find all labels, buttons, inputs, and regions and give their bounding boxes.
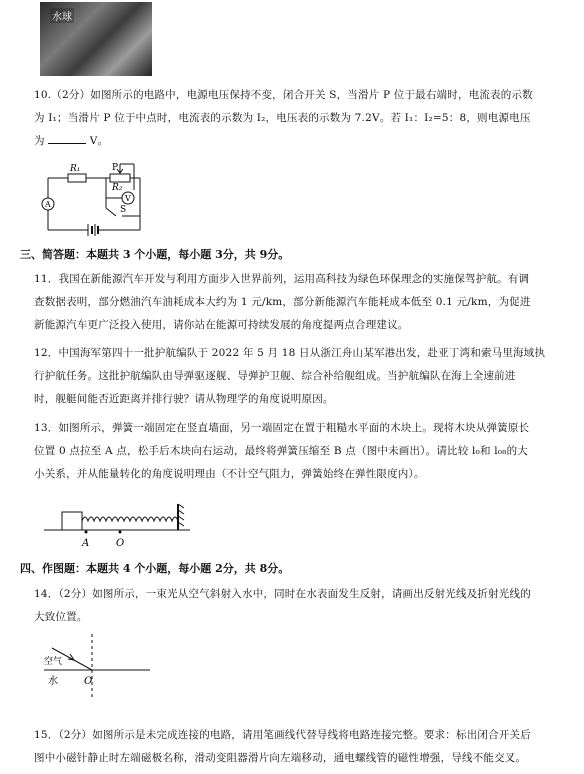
- label-r1: R₁: [70, 164, 81, 174]
- photo-label: 水球: [50, 8, 74, 23]
- q13-line3: 小关系，并从能量转化的角度说明理由（不计空气阻力，弹簧始终在弹性限度内）。: [34, 468, 425, 480]
- q14-light-diagram: [40, 630, 160, 700]
- q11-line1: 11．我国在新能源汽车开发与利用方面步入世界前列，运用高科技为绿色环保理念的实施保驾护航。有调: [34, 273, 530, 285]
- label-a: A: [82, 538, 90, 549]
- answer-blank: [48, 132, 86, 144]
- label-air: 空气: [44, 657, 63, 667]
- q10-line1: 10.（2分）如图所示的电路中，电源电压保持不变，闭合开关 S，当滑片 P 位于最右端时，电流表的示数: [34, 89, 533, 101]
- q10-line2: 为 I₁；当滑片 P 位于中点时，电流表的示数为 I₂，电压表的示数为 7.2V。若 I₁：I₂=5：8，则电源电压: [34, 112, 531, 124]
- section3-title: 三、简答题：本题共 3 个小题，每小题 3分，共 9分。: [20, 248, 290, 261]
- q12-line3: 时，舰艇间能否近距离并排行驶？请从物理学的角度说明原因。: [34, 393, 334, 405]
- q10-line3: 为 V。: [34, 130, 556, 152]
- q12-line2: 行护航任务。这批护航编队由导弹驱逐舰、导弹护卫舰、综合补给舰组成。当护航编队在海上全速前进: [34, 370, 516, 382]
- q15-line1: 15．（2分）如图所示是未完成连接的电路，请用笔画线代替导线将电路连接完整。要求：标出闭合开关后: [34, 729, 531, 741]
- section4-title: 四、作图题：本题共 4 个小题，每小题 2分，共 8分。: [20, 562, 290, 575]
- q13-line1: 13．如图所示，弹簧一端固定在竖直墙面，另一端固定在置于粗糙水平面的木块上。现将木块从弹簧原长: [34, 422, 530, 434]
- q14-line1: 14．（2分）如图所示，一束光从空气斜射入水中，同时在水表面发生反射，请画出反射光线及折射光线的: [34, 588, 531, 600]
- label-switch: S: [120, 205, 127, 215]
- label-o14: O: [84, 676, 93, 687]
- q13-spring-diagram: [40, 494, 200, 554]
- q13-line2: 位置 0 点拉至 A 点，松手后木块向右运动，最终将弹簧压缩至 B 点（图中未画出）。请比较 l₀和 l₀₈的大: [34, 445, 528, 457]
- q11-line3: 新能源汽车更广泛投入使用，请你站在能源可持续发展的角度提两点合理建议。: [34, 319, 409, 331]
- label-r2: R₂: [112, 183, 123, 193]
- q12-line1: 12．中国海军第四十一批护航编队于 2022 年 5 月 18 日从浙江舟山某军港出发，赴亚丁湾和索马里海域执: [34, 347, 546, 359]
- label-o: O: [116, 538, 125, 549]
- q11-line2: 查数据表明，部分燃油汽车油耗成本大约为 1 元/km，部分新能源汽车能耗成本低至 0.1 元/km，为促进: [34, 296, 531, 308]
- label-ammeter: A: [45, 200, 51, 209]
- q15-line2: 图中小磁针静止时左端磁极名称，滑动变阻器滑片向左端移动，通电螺线管的磁性增强，导线不能交叉。: [34, 752, 527, 764]
- label-p: P: [112, 163, 119, 173]
- label-voltmeter: V: [125, 194, 131, 203]
- q14-line2: 大致位置。: [34, 611, 88, 623]
- label-water: 水: [48, 676, 58, 687]
- q10-circuit-diagram: [40, 160, 150, 240]
